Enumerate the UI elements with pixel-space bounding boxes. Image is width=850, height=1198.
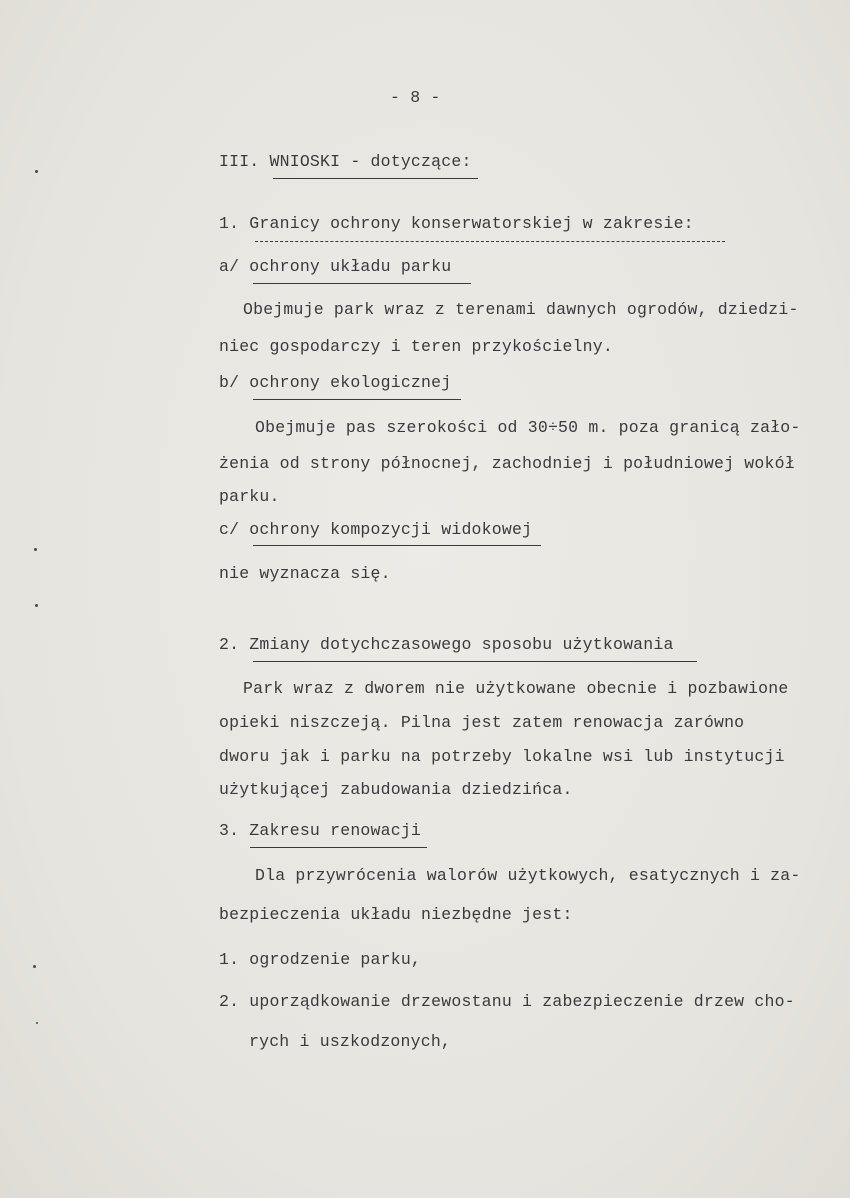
- item1-heading: 1. Granicy ochrony konserwatorskiej w zakresie:: [219, 214, 694, 233]
- item3-line1: Dla przywrócenia walorów użytkowych, esatycznych i za-: [255, 866, 801, 885]
- item1a-heading: a/ ochrony układu parku: [219, 257, 452, 276]
- list-item1: 1. ogrodzenie parku,: [219, 950, 422, 969]
- paper-speck: [35, 604, 38, 607]
- item1b-heading: b/ ochrony ekologicznej: [219, 373, 452, 392]
- paper-speck: [33, 965, 36, 968]
- item2-line2: opieki niszczeją. Pilna jest zatem renowacja zarówno: [219, 713, 745, 732]
- item2-heading: 2. Zmiany dotychczasowego sposobu użytkowania: [219, 635, 674, 654]
- item3-line2: bezpieczenia układu niezbędne jest:: [219, 905, 573, 924]
- item1a-heading-underline: [253, 283, 471, 284]
- item2-line3: dworu jak i parku na potrzeby lokalne wsi lub instytucji: [219, 747, 785, 766]
- item1b-line1: Obejmuje pas szerokości od 30÷50 m. poza granicą zało-: [255, 418, 801, 437]
- paper-speck: [34, 548, 37, 551]
- section-heading: III. WNIOSKI - dotyczące:: [219, 152, 472, 171]
- item3-heading: 3. Zakresu renowacji: [219, 821, 422, 840]
- item2-heading-underline: [253, 661, 697, 662]
- paper-speck: [36, 1022, 38, 1024]
- page-number: - 8 -: [390, 88, 441, 107]
- item1c-line1: nie wyznacza się.: [219, 564, 391, 583]
- item1c-heading-underline: [253, 545, 541, 546]
- item1b-line3: parku.: [219, 487, 280, 506]
- item3-heading-underline: [250, 847, 427, 848]
- item1c-heading: c/ ochrony kompozycji widokowej: [219, 520, 533, 539]
- item1b-line2: żenia od strony północnej, zachodniej i południowej wokół: [219, 454, 795, 473]
- paper-speck: [35, 170, 38, 173]
- item1-heading-underline: [255, 241, 725, 242]
- list-item2-line2: rych i uszkodzonych,: [249, 1032, 452, 1051]
- item2-line4: użytkującej zabudowania dziedzińca.: [219, 780, 573, 799]
- list-item2-line1: 2. uporządkowanie drzewostanu i zabezpieczenie drzew cho-: [219, 992, 795, 1011]
- item1b-heading-underline: [253, 399, 461, 400]
- item1a-line2: niec gospodarczy i teren przykościelny.: [219, 337, 613, 356]
- item2-line1: Park wraz z dworem nie użytkowane obecnie i pozbawione: [243, 679, 789, 698]
- section-heading-underline: [273, 178, 478, 179]
- item1a-line1: Obejmuje park wraz z terenami dawnych ogrodów, dziedzi-: [243, 300, 799, 319]
